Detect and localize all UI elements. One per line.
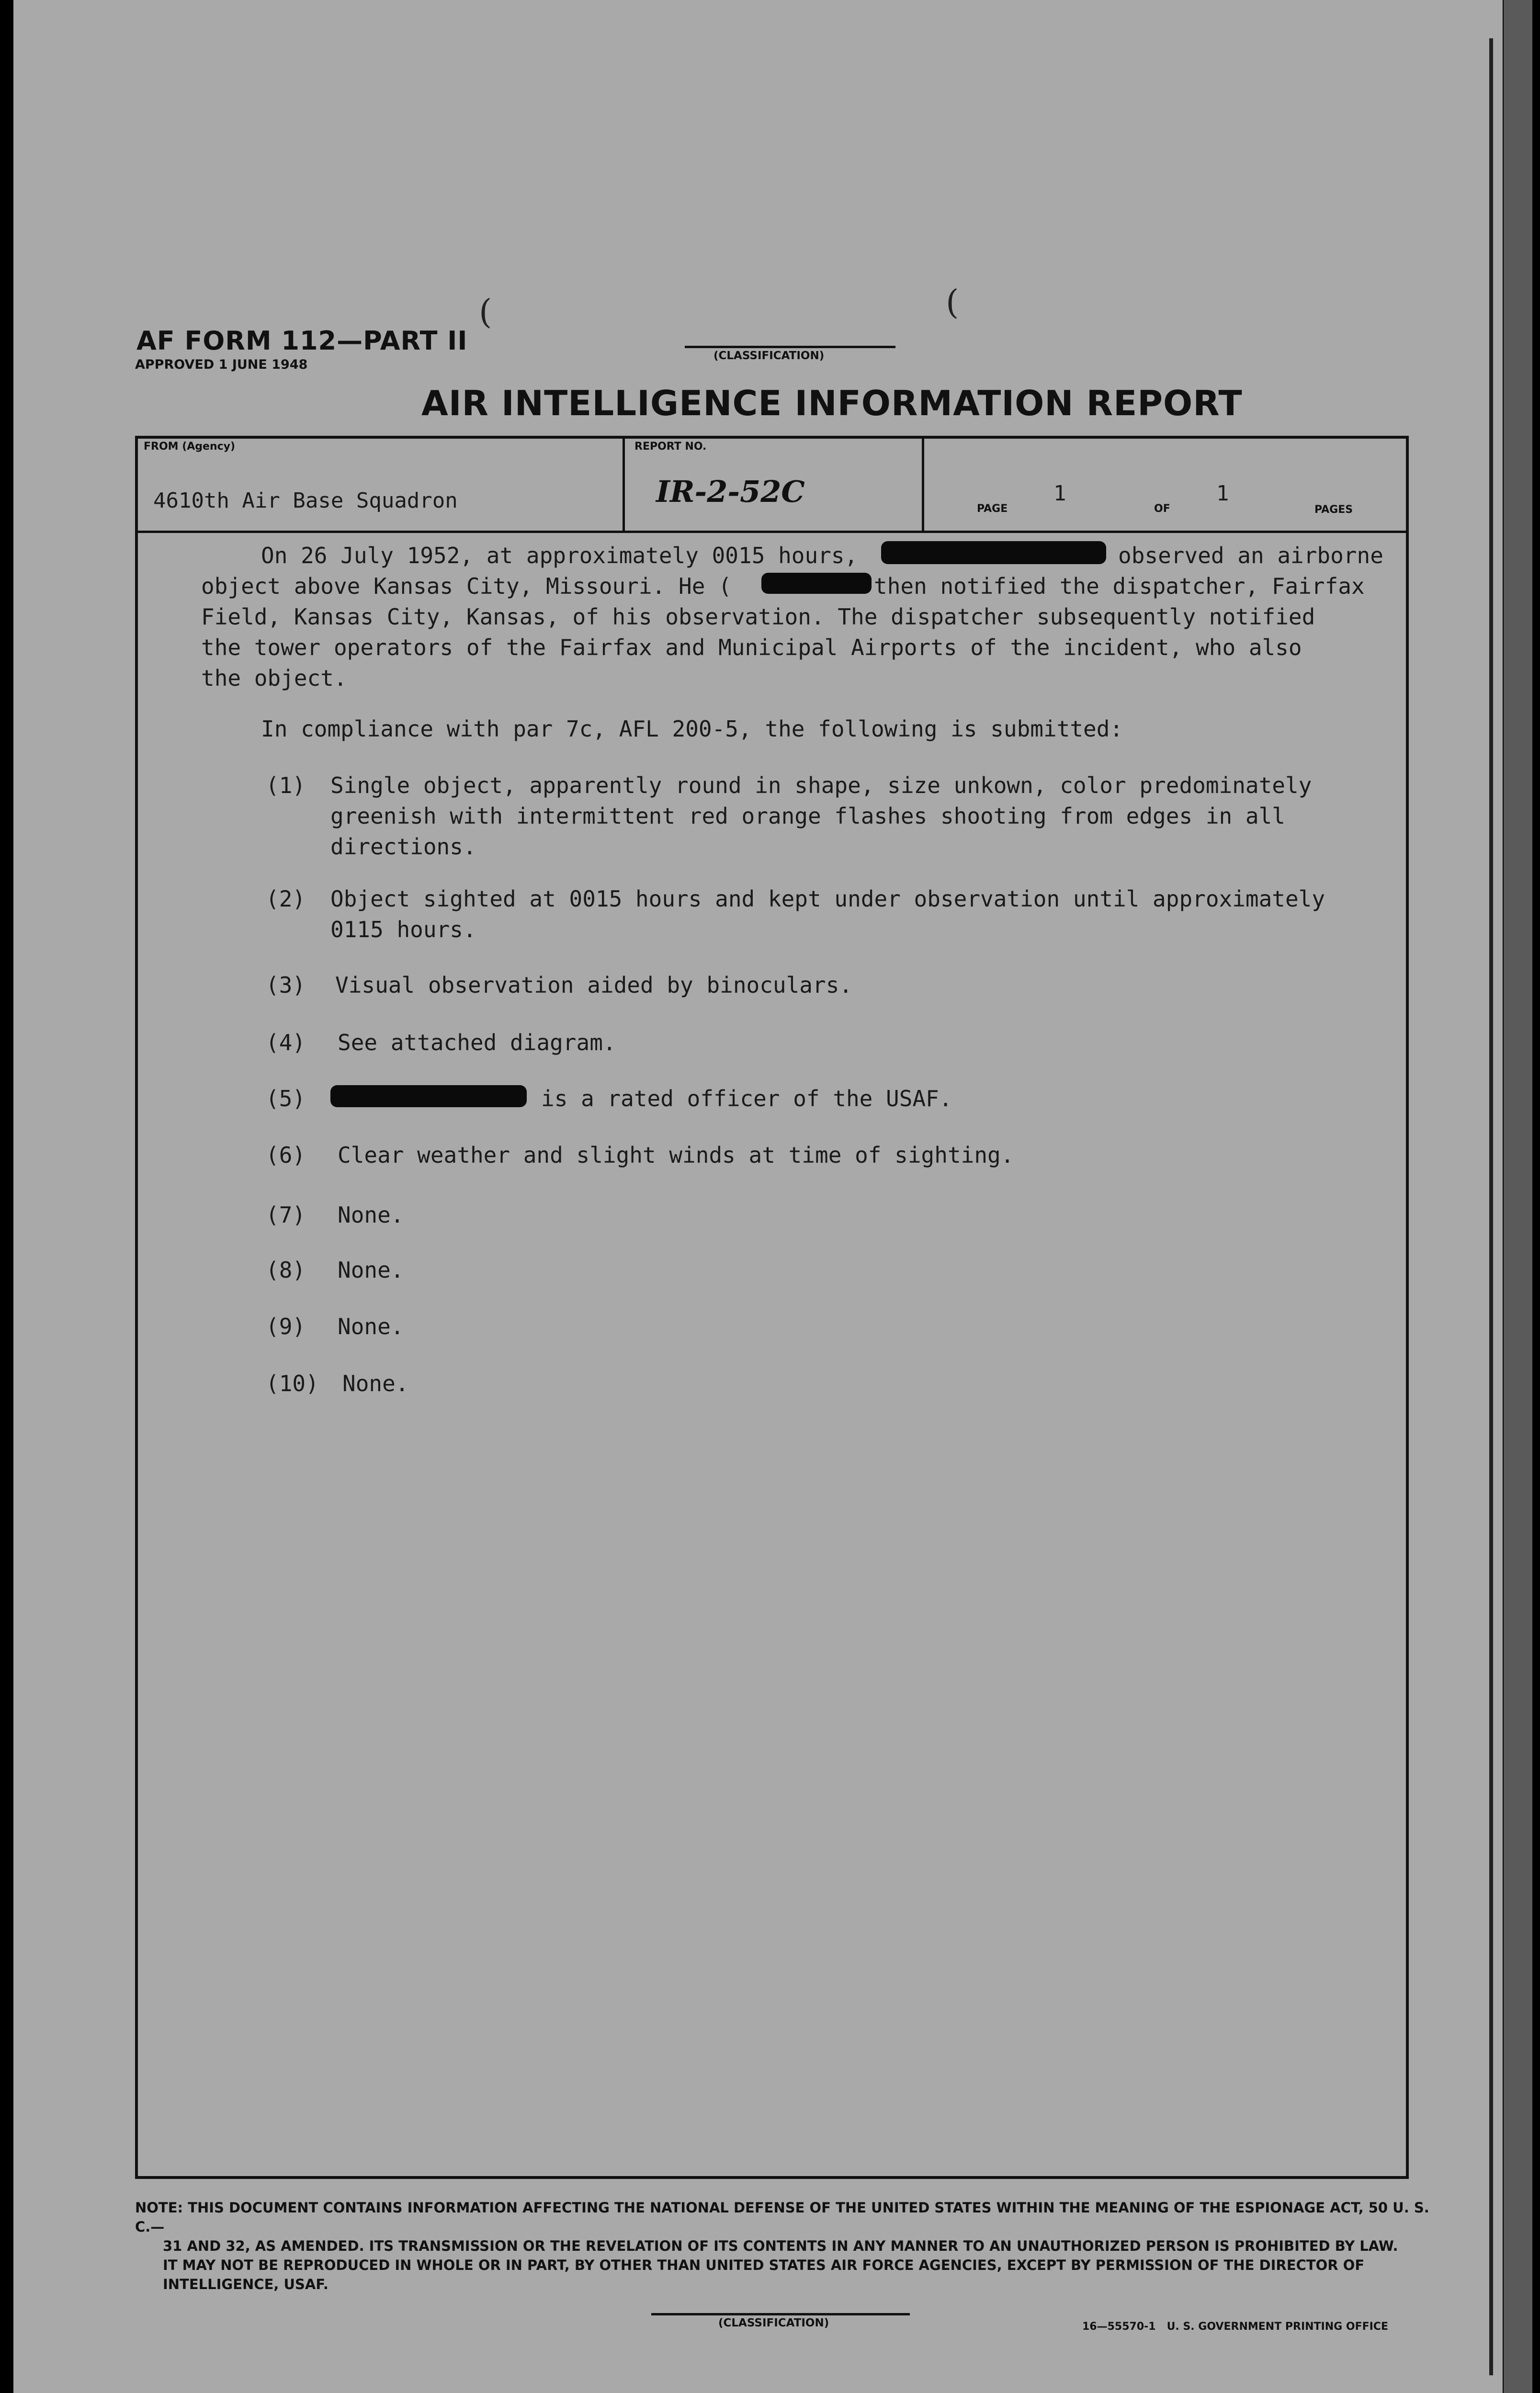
item-text: None. <box>338 1314 404 1339</box>
item-number: (6) <box>266 1142 306 1168</box>
item-number: (2) <box>266 886 306 912</box>
para1-line1a: On 26 July 1952, at approximately 0015 hours, <box>261 543 858 568</box>
para2: In compliance with par 7c, AFL 200-5, the following is submitted: <box>261 716 1123 742</box>
report-title: AIR INTELLIGENCE INFORMATION REPORT <box>421 383 1243 423</box>
item-number: (1) <box>266 772 306 798</box>
classification-label-top: (CLASSIFICATION) <box>713 350 825 362</box>
espionage-act-note <box>135 2198 1438 2294</box>
item-text: directions. <box>330 834 476 860</box>
page-label: PAGE <box>977 503 1008 515</box>
report-no-value: IR-2-52C <box>656 474 805 509</box>
note-line: IT MAY NOT BE REPRODUCED IN WHOLE OR IN PART, BY OTHER THAN UNITED STATES AIR FORCE AGENCIES, EXCEPT BY PERMISSION OF THE DIRECTOR OF <box>163 2257 1365 2273</box>
para1-line5: the object. <box>201 665 347 691</box>
item-text: Single object, apparently round in shape, size unkown, color predominately <box>330 772 1312 798</box>
page-value: 1 <box>1053 481 1066 506</box>
item-text: Object sighted at 0015 hours and kept under observation until approximately <box>330 886 1325 912</box>
report-no-label: REPORT NO. <box>634 441 707 453</box>
header-divider <box>623 436 625 532</box>
item-text: Visual observation aided by binoculars. <box>335 972 853 998</box>
report-frame <box>135 436 1409 2179</box>
item-number: (3) <box>266 972 306 998</box>
classification-label-bottom: (CLASSIFICATION) <box>718 2317 829 2329</box>
para1-line2a: object above Kansas City, Missouri. He ( <box>201 573 732 599</box>
item-number: (9) <box>266 1314 306 1339</box>
of-value: 1 <box>1216 481 1229 506</box>
item-number: (10) <box>266 1371 319 1396</box>
para1-line3: Field, Kansas City, Kansas, of his observation. The dispatcher subsequently notified <box>201 604 1315 630</box>
item-text: None. <box>338 1257 404 1283</box>
note-line: 31 AND 32, AS AMENDED. ITS TRANSMISSION OR THE REVELATION OF ITS CONTENTS IN ANY MANNER TO AN UNAUTHORIZED PERSON IS PROHIBITED BY LAW. <box>163 2238 1398 2254</box>
item-number: (7) <box>266 1202 306 1228</box>
page-edge <box>1504 0 1532 2393</box>
item-text: greenish with intermittent red orange flashes shooting from edges in all <box>330 803 1285 829</box>
item-number: (4) <box>266 1030 306 1055</box>
classification-line <box>685 346 895 348</box>
from-agency-value: 4610th Air Base Squadron <box>153 488 458 513</box>
form-approved-date: APPROVED 1 JUNE 1948 <box>135 357 308 372</box>
pages-label: PAGES <box>1314 504 1353 516</box>
printer-imprint: 16—55570-1 U. S. GOVERNMENT PRINTING OFFICE <box>1082 2321 1388 2333</box>
item-text: 0115 hours. <box>330 917 476 942</box>
page-edge-shadow <box>1489 38 1493 2375</box>
stray-paren-mark: ( <box>479 292 492 331</box>
item-number: (5) <box>266 1086 306 1111</box>
form-number: AF FORM 112—PART II <box>136 326 468 356</box>
classification-line <box>651 2313 910 2315</box>
redaction-block <box>330 1085 527 1107</box>
para1-line1b: observed an airborne <box>1118 543 1383 568</box>
note-line: NOTE: THIS DOCUMENT CONTAINS INFORMATION AFFECTING THE NATIONAL DEFENSE OF THE UNITED STATES WITHIN THE MEANING OF THE ESPIONAGE ACT, 50 U. S. C.— <box>135 2200 1429 2235</box>
stray-paren-mark: ( <box>946 283 959 322</box>
item-text: is a rated officer of the USAF. <box>541 1086 952 1111</box>
from-agency-label: FROM (Agency) <box>144 441 236 453</box>
header-bottom-rule <box>135 531 1409 533</box>
item-text: Clear weather and slight winds at time of sighting. <box>338 1142 1014 1168</box>
para1-line4: the tower operators of the Fairfax and Municipal Airports of the incident, who also <box>201 635 1302 660</box>
redaction-block <box>881 541 1106 564</box>
header-divider <box>922 436 924 532</box>
item-number: (8) <box>266 1257 306 1283</box>
item-text: See attached diagram. <box>338 1030 616 1055</box>
item-text: None. <box>338 1202 404 1228</box>
para1-line2b: then notified the dispatcher, Fairfax <box>874 573 1365 599</box>
redaction-block <box>761 573 872 594</box>
of-label: OF <box>1154 503 1170 515</box>
item-text: None. <box>342 1371 409 1396</box>
note-line: INTELLIGENCE, USAF. <box>163 2276 328 2292</box>
